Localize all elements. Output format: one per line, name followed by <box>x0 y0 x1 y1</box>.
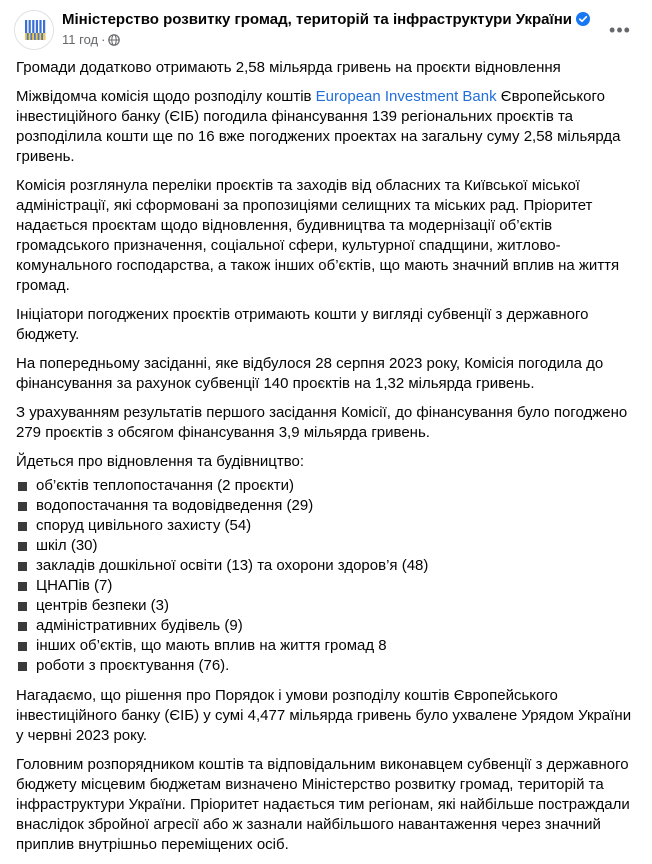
post-meta <box>62 31 120 51</box>
more-options-button[interactable] <box>602 12 638 48</box>
list-item-text: об’єктів теплопостачання (2 проєкти) <box>36 477 295 494</box>
post-body <box>16 58 636 864</box>
list-item-text: споруд цивільного захисту (54) <box>36 517 252 534</box>
post-timestamp[interactable]: 11 год <box>62 32 99 47</box>
paragraph-1-text-b: Європейського інвестиційного банку (ЄІБ) погодила фінансування 139 регіональних проєктів та розподілила кошти ще по 16 вже погоджених проектах на загальну суму 2,58 мільярда гривень. <box>16 88 621 165</box>
bullet-square-icon <box>18 642 27 651</box>
projects-list <box>16 476 636 676</box>
paragraph-2: Комісія розглянула переліки проєктів та заходів від обласних та Київської міської адміністрації, які сформовані за пропозиціями селищних та міських рад. Пріоритет надається проєктам щодо відновлення, будивництва та модернізації об’єктів громадського призначення, соціальної сфери, культурної спадщини, житлово-комунального господарства, а також інших об’єктів, що мають значний вплив на життя громад. <box>16 177 620 294</box>
more-dots-icon: ••• <box>609 19 631 40</box>
list-item-text: ЦНАПів (7) <box>36 577 113 594</box>
european-investment-bank-link[interactable]: European Investment Bank <box>315 88 497 105</box>
list-item-text: водопостачання та водовідведення (29) <box>36 497 314 514</box>
list-intro: Йдеться про відновлення та будівництво: <box>16 453 305 470</box>
paragraph-1 <box>16 87 636 167</box>
paragraph-7: Головним розпорядником коштів та відповідальним виконавцем субвенції з державного бюджету місцевим бюджетам визначено Міністерство розвитку громад, територій та інфраструктури України. Пріоритет надається тим регіонам, які найбільше постраждали внаслідок збройної агресії або ж зазнали найбільшого навантаження через значний приплив внутрішньо переміщених осіб. <box>16 756 630 853</box>
bullet-square-icon <box>18 622 27 631</box>
list-item-text: інших об’єктів, що мають вплив на життя громад 8 <box>36 637 387 654</box>
list-item <box>16 596 636 616</box>
bullet-square-icon <box>18 562 27 571</box>
list-item-text: закладів дошкільної освіти (13) та охорони здоров’я (48) <box>36 557 429 574</box>
globe-icon[interactable] <box>108 33 120 51</box>
ministry-logo-icon <box>15 11 54 50</box>
list-item <box>16 536 636 556</box>
paragraph-1-text-a: Міжвідомча комісія щодо розподілу коштів <box>16 88 316 105</box>
paragraph-3: Ініціатори погоджених проєктів отримають кошти у вигляді субвенції з державного бюджету. <box>16 306 589 343</box>
paragraph-5: З урахуванням результатів першого засідання Комісії, до фінансування було погоджено 279 проєктів з обсягом фінансування 3,9 мільярда гривень. <box>16 404 628 441</box>
bullet-square-icon <box>18 582 27 591</box>
list-item <box>16 636 636 656</box>
list-item-text: адміністративних будівель (9) <box>36 617 243 634</box>
meta-separator: · <box>101 32 106 47</box>
bullet-square-icon <box>18 482 27 491</box>
list-item <box>16 496 636 516</box>
list-item <box>16 476 636 496</box>
list-item <box>16 516 636 536</box>
list-item-text: роботи з проєктування (76). <box>36 657 230 674</box>
page-name[interactable]: Міністерство розвитку громад, територій та інфраструктури України <box>62 11 572 28</box>
bullet-square-icon <box>18 502 27 511</box>
bullet-square-icon <box>18 602 27 611</box>
list-item <box>16 656 636 676</box>
list-item <box>16 556 636 576</box>
list-item <box>16 576 636 596</box>
page-name-link[interactable] <box>62 10 590 32</box>
list-item-text: шкіл (30) <box>36 537 98 554</box>
post-headline: Громади додатково отримають 2,58 мільярда гривень на проєкти відновлення <box>16 59 561 76</box>
bullet-square-icon <box>18 662 27 671</box>
page-avatar[interactable] <box>14 10 54 50</box>
post-header <box>14 10 638 50</box>
bullet-square-icon <box>18 542 27 551</box>
list-item-text: центрів безпеки (3) <box>36 597 169 614</box>
list-item <box>16 616 636 636</box>
paragraph-6: Нагадаємо, що рішення про Порядок і умови розподілу коштів Європейського інвестиційного банку (ЄІБ) у сумі 4,477 мільярда гривень було ухвалене Урядом України у червні 2023 року. <box>16 687 632 744</box>
paragraph-4: На попередньому засіданні, яке відбулося 28 серпня 2023 року, Комісія погодила до фінансування за рахунок субвенції 140 проєктів на 1,32 мільярда гривень. <box>16 355 604 392</box>
bullet-square-icon <box>18 522 27 531</box>
verified-badge-icon <box>576 12 590 32</box>
